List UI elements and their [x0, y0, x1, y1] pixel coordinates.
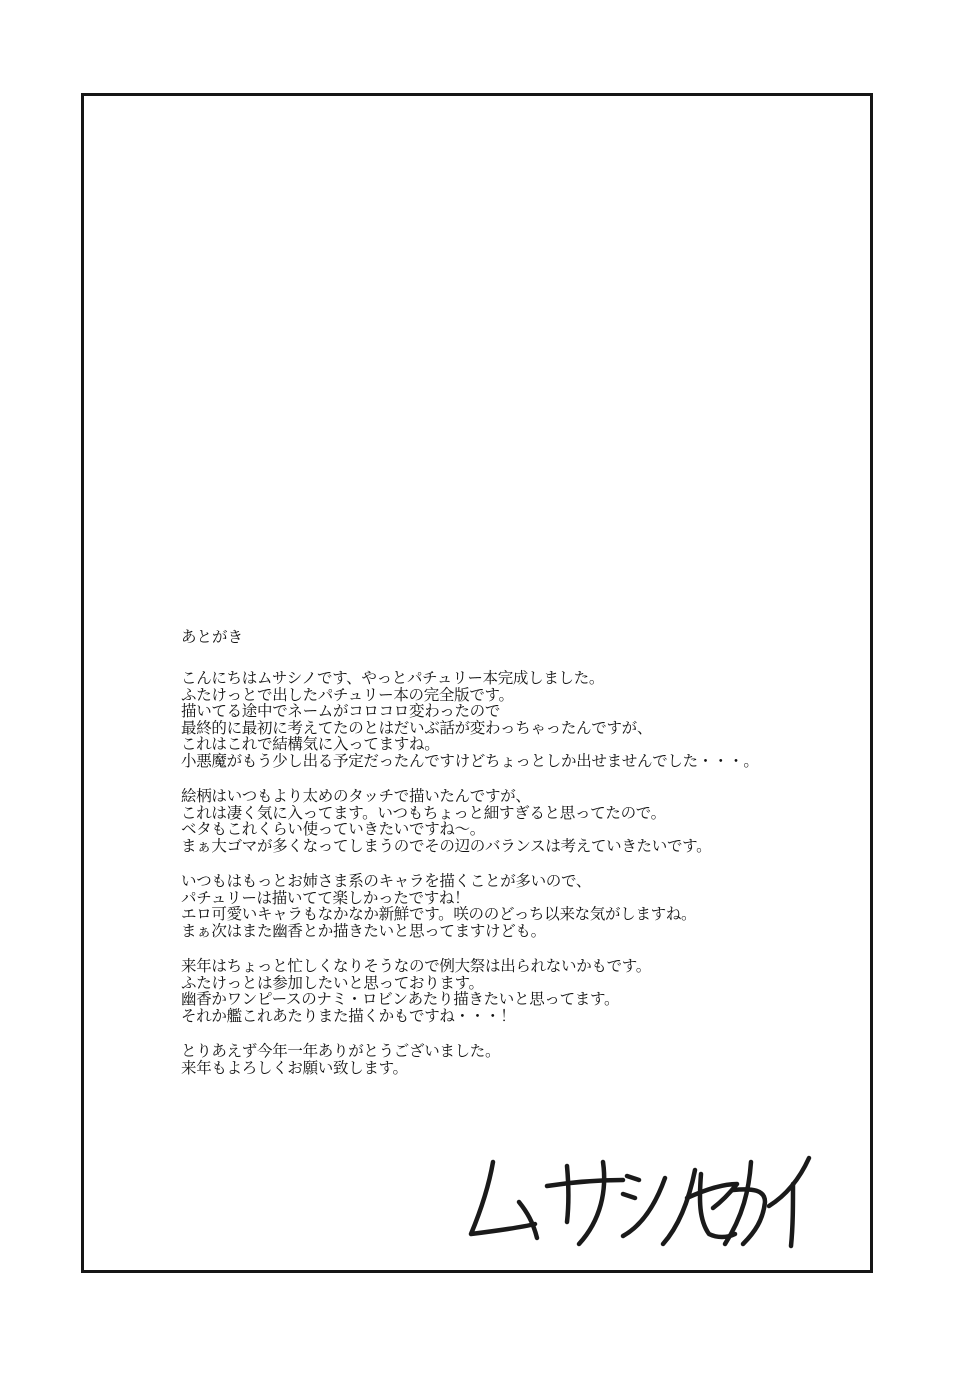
text-line: 来年はちょっと忙しくなりそうなので例大祭は出られないかもです。 [181, 957, 651, 975]
paragraph-3 [181, 873, 821, 939]
paragraph-5 [181, 1043, 821, 1076]
text-line: 幽香かワンピースのナミ・ロビンあたり描きたいと思ってます。 [181, 990, 620, 1008]
text-line: いつもはもっとお姉さま系のキャラを描くことが多いので、 [181, 872, 592, 890]
text-line: とりあえず今年一年ありがとうございました。 [181, 1042, 501, 1060]
text-line: パチュリーは描いてて楽しかったですね！ [181, 888, 470, 907]
text-line: 来年もよろしくお願い致します。 [181, 1058, 408, 1077]
text-line: エロ可愛いキャラもなかなか新鮮です。咲ののどっち以来な気がしますね。 [181, 905, 697, 923]
text-line: まぁ次はまた幽香とか描きたいと思ってますけども。 [181, 921, 546, 940]
text-line: まぁ大ゴマが多くなってしまうのでその辺のバランスは考えていきたいです。 [181, 836, 712, 855]
afterword-title: あとがき [181, 628, 244, 646]
text-line: それか艦これあたりまた描くかもですね・・・！ [181, 1006, 516, 1025]
handwritten-signature [463, 1150, 813, 1250]
text-line: これはこれで結構気に入ってますね。 [181, 735, 440, 753]
paragraph-4 [181, 958, 821, 1024]
paragraph-1 [181, 670, 821, 769]
text-line: 小悪魔がもう少し出る予定だったんですけどちょっとしか出せませんでした・・・。 [181, 751, 759, 770]
text-line: 絵柄はいつもより太めのタッチで描いたんですが、 [181, 787, 531, 805]
text-line: 最終的に最初に考えてたのとはだいぶ話が変わっちゃったんですが、 [181, 718, 653, 737]
text-line: こんにちはムサシノです、やっとパチュリー本完成しました。 [181, 669, 605, 687]
text-line: 描いてる途中でネームがコロコロ変わったので [181, 702, 501, 720]
text-line: これは凄く気に入ってます。いつもちょっと細すぎると思ってたので。 [181, 803, 666, 822]
paragraph-2 [181, 788, 821, 854]
signature-drawing [463, 1150, 813, 1250]
text-line: ふたけっとで出したパチュリー本の完全版です。 [181, 685, 514, 704]
afterword-section [181, 628, 821, 1095]
text-line: ベタもこれくらい使っていきたいですね～。 [181, 820, 486, 838]
text-line: ふたけっとは参加したいと思っております。 [181, 973, 484, 992]
